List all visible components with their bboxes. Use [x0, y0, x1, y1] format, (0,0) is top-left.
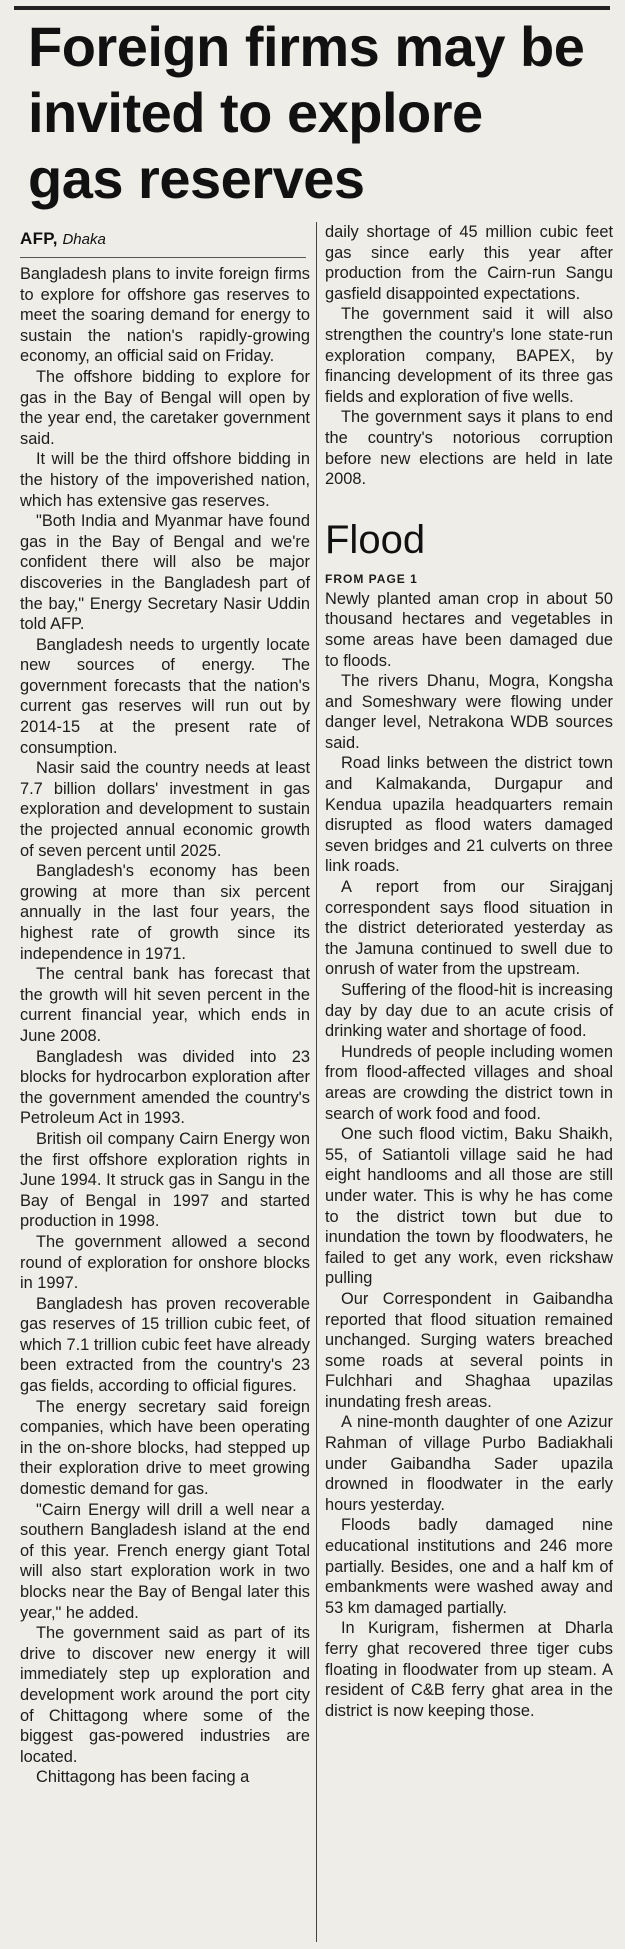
news-location: Dhaka	[62, 231, 106, 248]
article-paragraph: "Cairn Energy will drill a well near a southern Bangladesh island at the end of this year. French energy giant Total will also start exploration work in two blocks near the Bay of Bengal later this year," he added.	[20, 1500, 310, 1622]
article-paragraph: Bangladesh's economy has been growing at more than six percent annually in the last four years, the highest rate of growth since its independence in 1971.	[20, 862, 310, 963]
top-rule	[14, 6, 610, 10]
article-paragraph: Bangladesh needs to urgently locate new sources of energy. The government forecasts that the nation's current gas reserves will run out by 2014-15 at the present rate of consumption.	[20, 635, 310, 757]
article-paragraph: British oil company Cairn Energy won the first offshore exploration rights in June 1994. It struck gas in Sangu in the Bay of Bengal in 1997 and started production in 1998.	[20, 1129, 310, 1231]
article-paragraph: The energy secretary said foreign companies, which have been operating in the on-shore blocks, had stepped up their exploration drive to meet growing domestic demand for gas.	[20, 1397, 310, 1499]
article-headline: Foreign firms may be invited to explore gas reserves	[28, 15, 585, 210]
article-column-right	[325, 222, 613, 1721]
article-paragraph: The government said it will also strengthen the country's lone state-run exploration company, BAPEX, by financing development of its three gas fields and exploration of five wells.	[325, 305, 613, 406]
flood-paragraph: A report from our Sirajganj correspondent says flood situation in the district deteriorated yesterday as the Jamuna continued to swell due to onrush of water from the upstream.	[325, 878, 613, 979]
article-paragraph: "Both India and Myanmar have found gas in the Bay of Bengal and we're confident there will also be major discoveries in the Bangladesh part of the bay," Energy Secretary Nasir Uddin told AFP.	[20, 512, 310, 634]
article-paragraph: Nasir said the country needs at least 7.7 billion dollars' investment in gas exploration and development to sustain the projected annual economic growth of seven percent until 2025.	[20, 759, 310, 860]
dateline	[20, 228, 310, 251]
flood-paragraph: Our Correspondent in Gaibandha reported that flood situation remained unchanged. Surging waters breached some roads at several points in Fulchhari and Shaghaa upazilas inundating fresh areas.	[325, 1289, 613, 1411]
article-paragraph: The government allowed a second round of exploration for onshore blocks in 1997.	[20, 1232, 310, 1293]
article-paragraph: Bangladesh was divided into 23 blocks for hydrocarbon exploration after the government amended the country's Petroleum Act in 1993.	[20, 1047, 310, 1128]
news-source: AFP,	[20, 229, 58, 248]
flood-paragraph: One such flood victim, Baku Shaikh, 55, of Satiantoli village said he had eight handlooms and all those are still under water. This is why he has come to the district town but due to inundation the town by floodwaters, he failed to get any work, even rickshaw pulling	[325, 1125, 613, 1288]
flood-paragraph: The rivers Dhanu, Mogra, Kongsha and Someshwary were flowing under danger level, Netrakona WDB sources said.	[325, 672, 613, 752]
flood-paragraph: Road links between the district town and Kalmakanda, Durgapur and Kendua upazila headquarters remain disrupted as flood waters damaged seven bridges and 21 culverts on three link roads.	[325, 754, 613, 876]
flood-paragraph: In Kurigram, fishermen at Dharla ferry ghat recovered three tiger cubs floating in floodwater from up steam. A resident of C&B ferry ghat area in the district is now keeping those.	[325, 1619, 613, 1720]
article-paragraph: daily shortage of 45 million cubic feet gas since early this year after production from the Cairn-run Sangu gasfield disappointed expectations.	[325, 223, 613, 303]
flood-paragraph: Newly planted aman crop in about 50 thousand hectares and vegetables in some areas have been damaged due to floods.	[325, 589, 613, 670]
article-paragraph: The central bank has forecast that the growth will hit seven percent in the current financial year, which ends in June 2008.	[20, 965, 310, 1045]
article-paragraph: The offshore bidding to explore for gas in the Bay of Bengal will open by the year end, the caretaker government said.	[20, 367, 310, 448]
from-page-label: FROM PAGE 1	[325, 571, 418, 586]
flood-paragraph: A nine-month daughter of one Azizur Rahman of village Purbo Badiakhali under Gaibandha Sader upazila drowned in floodwater in the early hours yesterday.	[325, 1413, 613, 1514]
article-column-left	[20, 220, 310, 1788]
flood-paragraph: Suffering of the flood-hit is increasing day by day due to an acute crisis of drinking water and shortage of food.	[325, 981, 613, 1041]
article-paragraph: Chittagong has been facing a	[36, 1768, 250, 1787]
article-paragraph: The government says it plans to end the country's notorious corruption before new elections are held in late 2008.	[325, 408, 613, 489]
article-paragraph: Bangladesh has proven recoverable gas reserves of 15 trillion cubic feet, of which 7.1 trillion cubic feet have already been extracted from the country's 23 gas fields, according to official figures.	[20, 1294, 310, 1396]
article-paragraph: It will be the third offshore bidding in the history of the impoverished nation, which has extensive gas reserves.	[20, 450, 310, 510]
article-paragraph: The government said as part of its drive to discover new energy it will immediately step up exploration and development work around the port city of Chittagong where some of the biggest gas-powered industries are located.	[20, 1624, 310, 1766]
flood-paragraph: Floods badly damaged nine educational institutions and 246 more partially. Besides, one and a half km of embankments were washed away and 53 km damaged partially.	[325, 1516, 613, 1617]
flood-headline: Flood	[325, 517, 426, 562]
flood-paragraph: Hundreds of people including women from flood-affected villages and shoal areas are crowding the district town in search of work food and food.	[325, 1042, 613, 1123]
dateline-rule	[20, 257, 306, 258]
column-divider	[316, 222, 317, 1942]
article-paragraph: Bangladesh plans to invite foreign firms to explore for offshore gas reserves to meet the soaring demand for energy to sustain the nation's rapidly-growing economy, an official said on Friday.	[20, 265, 310, 366]
